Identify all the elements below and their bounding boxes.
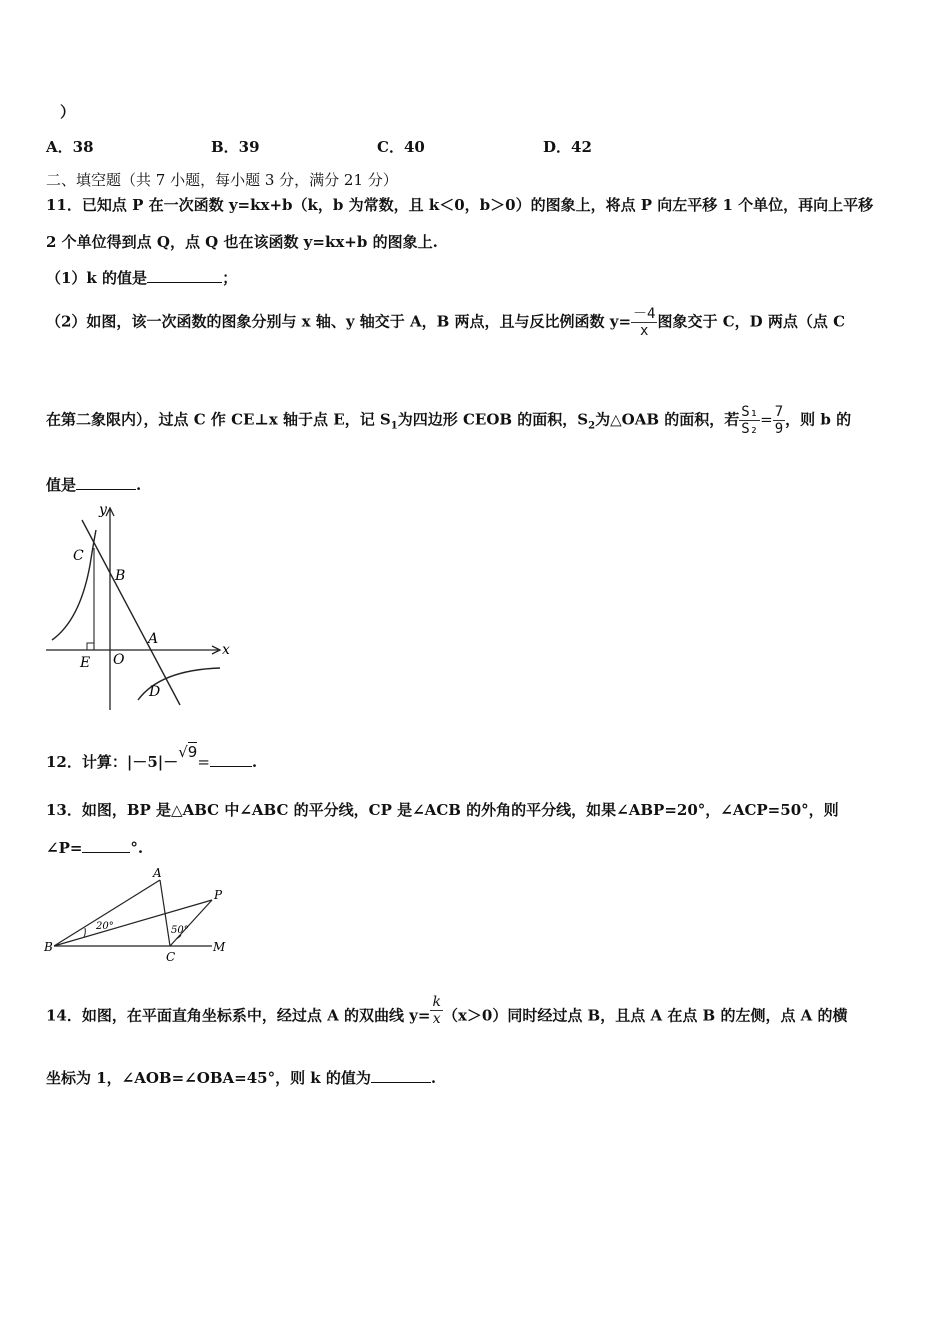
q11-line4-mid2: 为△OAB 的面积，若 (595, 410, 740, 429)
q11-inverse-fraction-num: －4 (633, 306, 656, 322)
section-heading: 二、填空题（共 7 小题，每小题 3 分，满分 21 分） (46, 171, 398, 189)
q11-line4 (46, 404, 851, 437)
fig13-bisector-bp (54, 900, 212, 946)
fig13-angle-label-50: 50° (171, 925, 189, 936)
q11-part2 (46, 306, 845, 339)
fig11-label-d: D (149, 684, 161, 700)
fig11-label-a: A (148, 631, 159, 647)
q14-prefix: 14．如图，在平面直角坐标系中，经过点 A 的双曲线 y= (46, 1006, 431, 1025)
q12-prefix: 12．计算：|－5|－ (46, 753, 179, 771)
fig13-side-ba (54, 880, 160, 946)
q11-inverse-fraction (631, 306, 657, 339)
fig11-hyperbola-branch-ii (52, 530, 96, 640)
q11-part2-prefix: （2）如图，该一次函数的图象分别与 x 轴、y 轴交于 A，B 两点，且与反比例函数 y= (46, 312, 632, 331)
q13-line2 (46, 838, 143, 858)
q13-answer-blank[interactable] (82, 838, 130, 853)
q12-answer-blank[interactable] (210, 752, 252, 767)
q13-line1: 13．如图，BP 是△ABC 中∠ABC 的平分线，CP 是∠ACB 的外角的平分线，如果∠ABP=20°，∠ACP=50°，则 (46, 801, 839, 819)
q11-ratio-fraction (739, 404, 760, 437)
q12-eq: = (197, 753, 210, 771)
q11-ratio-value (773, 404, 785, 437)
fig11-label-x: x (222, 642, 230, 658)
fig13-angle-arc-b (84, 928, 85, 937)
option-b[interactable]: B．39 (211, 138, 260, 156)
fig11-right-angle-marker (87, 643, 94, 650)
q11-part1-suffix: ； (222, 269, 238, 287)
fig13-angle-label-20: 20° (96, 921, 114, 932)
fig13-label-m: M (213, 940, 226, 954)
option-d[interactable]: D．42 (543, 138, 592, 156)
fig11-label-c: C (73, 548, 84, 564)
q11-part2-answer-blank[interactable] (76, 475, 136, 490)
q14-line2-suffix: . (430, 1069, 437, 1087)
q14-fraction-num: k (432, 994, 441, 1010)
q11-ratio-value-den: 9 (774, 421, 784, 437)
q11-part1 (46, 268, 237, 288)
q13-figure (40, 865, 240, 965)
q11-line5-prefix: 值是 (46, 476, 77, 494)
q14-fraction-den: x (432, 1011, 441, 1027)
q11-sub1: 1 (390, 420, 398, 432)
q11-line4-suffix: ，则 b 的 (785, 410, 852, 429)
q12-line (46, 743, 258, 772)
q11-ratio-num: S₁ (741, 404, 759, 420)
q12-sqrt: √9 (178, 743, 198, 761)
fig13-label-b: B (44, 940, 53, 954)
q11-line4-mid: 为四边形 CEOB 的面积，S (397, 410, 589, 429)
fig11-label-o: O (113, 652, 125, 668)
q12-suffix: . (251, 753, 258, 771)
q11-line2: 2 个单位得到点 Q，点 Q 也在该函数 y=kx+b 的图象上. (46, 233, 438, 251)
fig13-label-a: A (153, 866, 162, 880)
q11-ratio-den: S₂ (741, 421, 759, 437)
q11-line4-prefix: 在第二象限内），过点 C 作 CE⊥x 轴于点 E，记 S (46, 410, 391, 429)
q11-part2-suffix: 图象交于 C，D 两点（点 C (657, 312, 846, 331)
q14-fraction (430, 994, 442, 1027)
fig11-label-b: B (115, 568, 126, 584)
q11-part1-prefix: （1）k 的值是 (46, 269, 148, 287)
q11-line1: 11．已知点 P 在一次函数 y=kx+b（k，b 为常数，且 k＜0，b＞0）的图象上，将点 P 向左平移 1 个单位，再向上平移 (46, 196, 874, 214)
previous-question-closing-paren: ） (60, 103, 76, 121)
option-c[interactable]: C．40 (377, 138, 425, 156)
q11-part1-answer-blank[interactable] (147, 268, 222, 283)
fig13-label-c: C (166, 950, 176, 964)
q12-radicand: 9 (187, 743, 198, 761)
fig11-linear-function (82, 520, 180, 705)
q11-ratio-value-num: 7 (774, 404, 784, 420)
q13-line2-suffix: °. (130, 839, 144, 857)
q14-line2-prefix: 坐标为 1，∠AOB=∠OBA=45°，则 k 的值为 (46, 1069, 371, 1087)
q11-figure (40, 500, 240, 715)
fig11-label-e: E (80, 655, 91, 671)
q13-line2-prefix: ∠P= (46, 839, 83, 857)
q14-line1 (46, 994, 848, 1033)
q11-line5-suffix: . (136, 476, 142, 494)
q11-line5 (46, 475, 141, 495)
q11-inverse-fraction-den: x (640, 323, 649, 339)
fig11-label-y: y (99, 502, 107, 518)
q11-sub2: 2 (588, 420, 596, 432)
q14-answer-blank[interactable] (371, 1068, 431, 1083)
fig13-label-p: P (214, 888, 223, 902)
q11-ratio-eq: = (760, 410, 773, 429)
q14-suffix: （x＞0）同时经过点 B，且点 A 在点 B 的左侧，点 A 的横 (442, 1006, 848, 1025)
option-a[interactable]: A．38 (46, 138, 94, 156)
q14-line2 (46, 1068, 436, 1088)
